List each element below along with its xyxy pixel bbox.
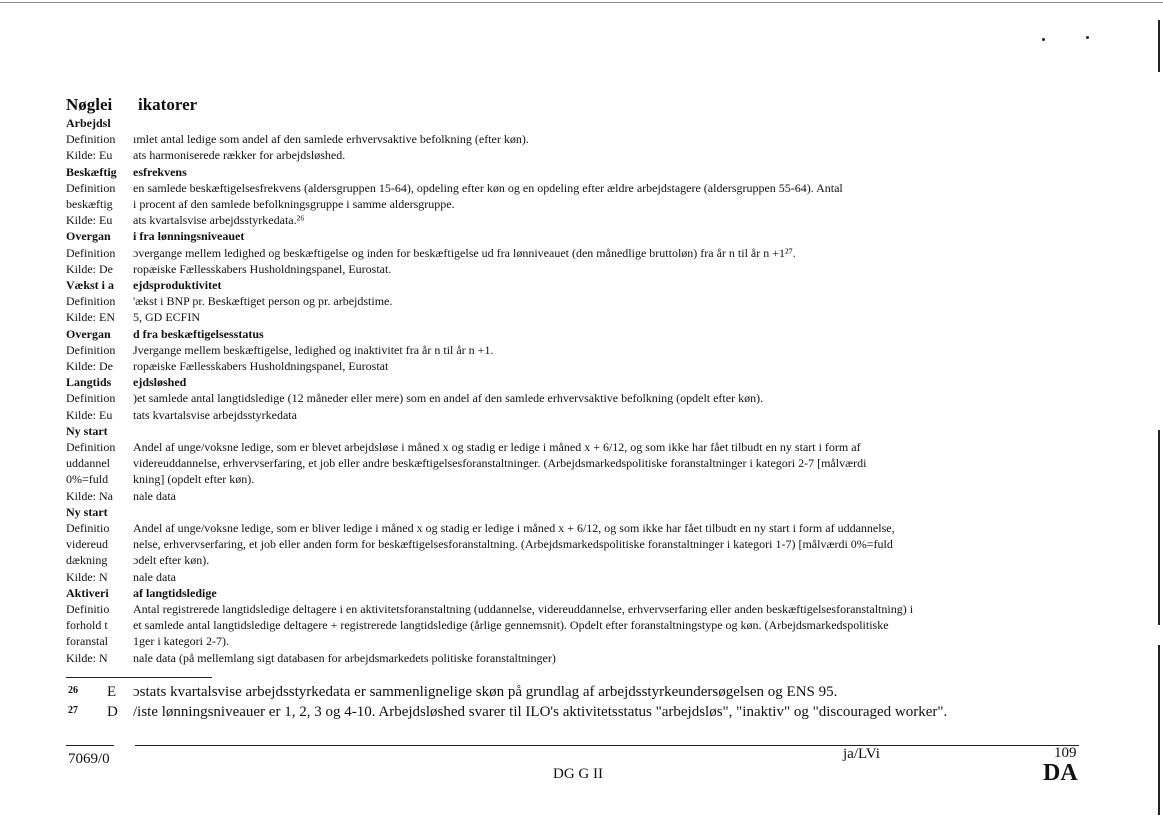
row-label: forhold t [66,618,108,632]
scan-edge-mark [1158,430,1160,625]
section-heading: i fra lønningsniveauet [133,229,245,243]
row-label: Definitio [66,602,110,616]
initials: ja/LVi [843,746,880,762]
row-label: Definition [66,391,116,405]
footnote-letter: E [107,684,117,700]
page-title-left: Nøglei [66,95,113,114]
scan-edge-mark [1158,645,1160,815]
row-label: Kilde: De [66,359,113,373]
page-number: 109 [1054,745,1077,761]
row-text: tats kvartalsvise arbejdsstyrkedata [133,408,297,422]
document-number: 7069/0 [68,751,110,767]
row-text: 5, GD ECFIN [133,310,201,324]
row-label: beskæftig [66,197,113,211]
row-label: Kilde: EN [66,310,115,324]
row-label: dækning [66,553,108,567]
row-label: Definitio [66,521,110,535]
section-heading: af langtidsledige [133,586,217,600]
section-heading-label: Langtids [66,375,112,389]
row-label: Kilde: N [66,651,108,665]
footnote-rule [66,677,212,678]
row-text: ımlet antal ledige som andel af den samlede erhvervsaktive befolkning (efter køn). [133,132,529,146]
section-heading: esfrekvens [133,165,187,179]
footer-rule-left [66,745,114,746]
section-heading: ejdsproduktivitet [133,278,222,292]
row-label: Definition [66,294,116,308]
row-label: Definition [66,181,116,195]
row-text: nale data [133,570,176,584]
row-text: 1ger i kategori 2-7). [133,634,229,648]
row-label: uddannel [66,456,110,470]
footnote-number: 26 [68,685,78,696]
scan-speck [1042,38,1045,41]
section-heading-label: Vækst i a [66,278,115,292]
row-label: Kilde: De [66,262,113,276]
row-label: Definition [66,246,116,260]
section-heading-label: Overgan [66,229,111,243]
row-label: 0%=fuld [66,472,109,486]
row-label: Definition [66,343,116,357]
row-label: foranstal [66,634,108,648]
row-text: en samlede beskæftigelsesfrekvens (aldersgruppen 15-64), opdeling efter køn og en opdeling efter ældre arbejdstagere (aldersgruppen 55-64). Antal [133,181,843,195]
section-heading-label: Aktiveri [66,586,109,600]
row-text: ɔdelt efter køn). [133,553,210,567]
row-text: 'ækst i BNP pr. Beskæftiget person og pr. arbejdstime. [133,294,393,308]
row-text: ɔvergange mellem ledighed og beskæftigelse og inden for beskæftigelse ud fra lønniveauet (den månedlige bruttoløn) fra år n til år n +1²⁷. [133,246,796,260]
row-text: )et samlede antal langtidsledige (12 måneder eller mere) som en andel af den samlede erhvervsaktive befolkning (opdelt efter køn). [133,391,764,405]
section-heading-label: Beskæftig [66,165,117,179]
row-label: Definition [66,440,116,454]
row-text: nale data (på mellemlang sigt databasen for arbejdsmarkedets politiske foranstaltninger) [133,651,556,665]
row-text: i procent af den samlede befolkningsgruppe i samme aldersgruppe. [133,197,455,211]
row-label: Kilde: Eu [66,408,113,422]
section-heading-label: Overgan [66,327,111,341]
footnote-text: ɔstats kvartalsvise arbejdsstyrkedata er sammenlignelige skøn på grundlag af arbejdsstyrkeundersøgelsen og ENS 95. [133,684,838,700]
row-text: et samlede antal langtidsledige deltagere + registrerede langtidsledige (årlige gennemsnit). Opdelt efter foranstaltningstype og køn. (Arbejdsmarkedspolitiske [133,618,889,632]
row-label: videreud [66,537,108,551]
scan-edge-mark [1158,20,1160,72]
row-text: ropæiske Fællesskabers Husholdningspanel, Eurostat. [133,262,392,276]
section-heading [133,504,1133,520]
scan-top-rule [0,2,1163,3]
section-heading: d fra beskæftigelsesstatus [133,327,264,341]
section-heading [133,423,1133,439]
section-heading [133,115,1133,131]
footnote-number: 27 [68,705,78,716]
row-text: nale data [133,489,176,503]
row-text: Antal registrerede langtidsledige deltagere i en aktivitetsforanstaltning (uddannelse, videreuddannelse, erhvervserfaring eller anden beskæftigelsesforanstaltning) i [133,602,914,616]
section-heading-label: Ny start [66,424,108,438]
section-heading-label: Arbejdsl [66,116,111,130]
row-text: Jvergange mellem beskæftigelse, ledighed og inaktivitet fra år n til år n +1. [133,343,494,357]
footer-rule-right [135,745,1079,746]
department-code: DG G II [553,766,603,782]
row-text: ats kvartalsvise arbejdsstyrkedata.²⁶ [133,213,305,227]
row-label: Kilde: Eu [66,148,113,162]
section-heading-label: Ny start [66,505,108,519]
scan-speck [1086,36,1089,39]
row-label: Kilde: N [66,570,108,584]
row-text: ats harmoniserede rækker for arbejdsløshed. [133,148,346,162]
row-label: Kilde: Na [66,489,113,503]
row-text: nelse, erhvervserfaring, et job eller anden form for beskæftigelsesforanstaltning. (Arbejdsmarkedspolitiske foranstaltninger i kategori 1-7) [målværdi 0%=fuld [133,537,893,551]
section-heading: ejdsløshed [133,375,187,389]
language-code: DA [1043,760,1078,786]
row-text: Andel af unge/voksne ledige, som er blevet arbejdsløse i måned x og stadig er ledige i måned x + 6/12, og som ikke har fået tilbudt en ny start i form af [133,440,861,454]
row-text: ropæiske Fællesskabers Husholdningspanel, Eurostat [133,359,389,373]
row-text: kning] (opdelt efter køn). [133,472,255,486]
row-text: Andel af unge/voksne ledige, som er bliver ledige i måned x og stadig er ledige i måned x + 6/12, og som ikke har fået tilbudt en ny start i form af uddannelse, [133,521,895,535]
footnote-text: /iste lønningsniveauer er 1, 2, 3 og 4-10. Arbejdsløshed svarer til ILO's aktivitetsstatus "arbejdsløs", "inaktiv" og "discouraged worker". [133,704,948,720]
footnote-letter: D [107,704,118,720]
page-title-right: ikatorer [138,95,198,114]
row-label: Kilde: Eu [66,213,113,227]
row-text: videreuddannelse, erhvervserfaring, et job eller andre beskæftigelsesforanstaltninger. (Arbejdsmarkedspolitiske foranstaltninger i kategori 2-7 [målværdi [133,456,867,470]
row-label: Definition [66,132,116,146]
